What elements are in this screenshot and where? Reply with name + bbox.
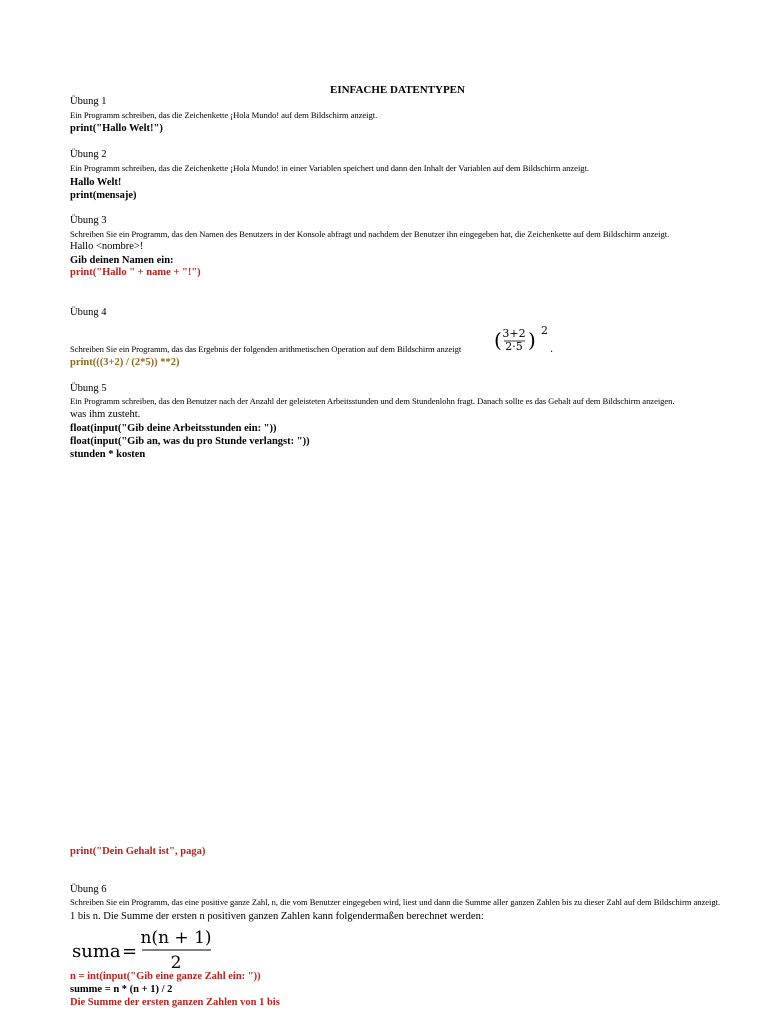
exercise-1-heading: Übung 1 (70, 96, 107, 107)
exercise-4-formula (494, 320, 564, 360)
exercise-1-description: Ein Programm schreiben, das die Zeichenkette ¡Hola Mundo! auf dem Bildschirm anzeigt. (70, 110, 378, 120)
exercise-2-description: Ein Programm schreiben, das die Zeichenkette ¡Hola Mundo! in einer Variablen speichert und dann den Inhalt der Variablen auf dem Bildschirm anzeigt. (70, 163, 589, 173)
exercise-6-code-line-1: n = int(input("Gib eine ganze Zahl ein: ")) (70, 971, 261, 982)
exercise-5-heading: Übung 5 (70, 383, 107, 394)
page-title: EINFACHE DATENTYPEN (330, 84, 465, 96)
formula-numerator: 3+2 (502, 327, 526, 340)
formula-denominator: 2 (170, 953, 182, 973)
formula-numerator: n(n + 1) (140, 928, 212, 948)
exercise-2-code-line-2: print(mensaje) (70, 190, 137, 201)
formula-left-paren: ( (494, 328, 502, 352)
formula-trailing-period: . (550, 344, 554, 355)
exercise-3-sample-output: Hallo <nombre>! (70, 241, 144, 252)
formula-right-paren: ) (528, 328, 536, 352)
exercise-1-code: print("Hallo Welt!") (70, 123, 163, 134)
exercise-6-code-line-2: summe = n * (n + 1) / 2 (70, 984, 173, 995)
exercise-5-code-line-1: float(input("Gib deine Arbeitsstunden ein: ")) (70, 423, 277, 434)
exercise-6-sample-text: 1 bis n. Die Summe der ersten n positiven ganzen Zahlen kann folgendermaßen berechnet werden: (70, 911, 484, 922)
exercise-5-description: Ein Programm schreiben, das den Benutzer nach der Anzahl der geleisteten Arbeitsstunden und dem Stundenlohn fragt. Danach sollte es das Gehalt auf dem Bildschirm anzeigen. (70, 396, 675, 406)
exercise-5-sample-text: was ihm zusteht. (70, 409, 141, 420)
exercise-6-code-line-3: Die Summe der ersten ganzen Zahlen von 1 bis (70, 997, 280, 1008)
exercise-5-code-line-3: stunden * kosten (70, 449, 146, 460)
exercise-6-heading: Übung 6 (70, 884, 107, 895)
exercise-4-description: Schreiben Sie ein Programm, das das Ergebnis der folgenden arithmetischen Operation auf dem Bildschirm anzeigt (70, 344, 462, 354)
exercise-2-code-line-1: Hallo Welt! (70, 177, 122, 188)
exercise-3-code-line-1: Gib deinen Namen ein: (70, 255, 174, 266)
formula-lhs: suma (72, 941, 121, 962)
exercise-6-description: Schreiben Sie ein Programm, das eine positive ganze Zahl, n, die vom Benutzer eingegeben wird, liest und dann die Summe aller ganzen Zahlen bis zu dieser Zahl auf dem Bildschirm anzeigt. (70, 897, 721, 907)
exercise-5-code-line-2: float(input("Gib an, was du pro Stunde verlangst: ")) (70, 436, 310, 447)
exercise-3-heading: Übung 3 (70, 215, 107, 226)
formula-exponent: 2 (541, 324, 548, 337)
exercise-4-code: print(((3+2) / (2*5)) **2) (70, 357, 180, 368)
formula-equals: = (122, 941, 138, 962)
exercise-3-description: Schreiben Sie ein Programm, das den Namen des Benutzers in der Konsole abfragt und nachdem der Benutzer ihn eingegeben hat, die Zeichenkette auf dem Bildschirm anzeigt. (70, 229, 670, 239)
formula-denominator: 2·5 (505, 340, 523, 353)
exercise-2-heading: Übung 2 (70, 149, 107, 160)
exercise-4-heading: Übung 4 (70, 307, 107, 318)
exercise-5-code-line-4: print("Dein Gehalt ist", paga) (70, 846, 206, 857)
exercise-6-formula (70, 924, 220, 974)
exercise-3-code-line-2: print("Hallo " + name + "!") (70, 267, 201, 278)
